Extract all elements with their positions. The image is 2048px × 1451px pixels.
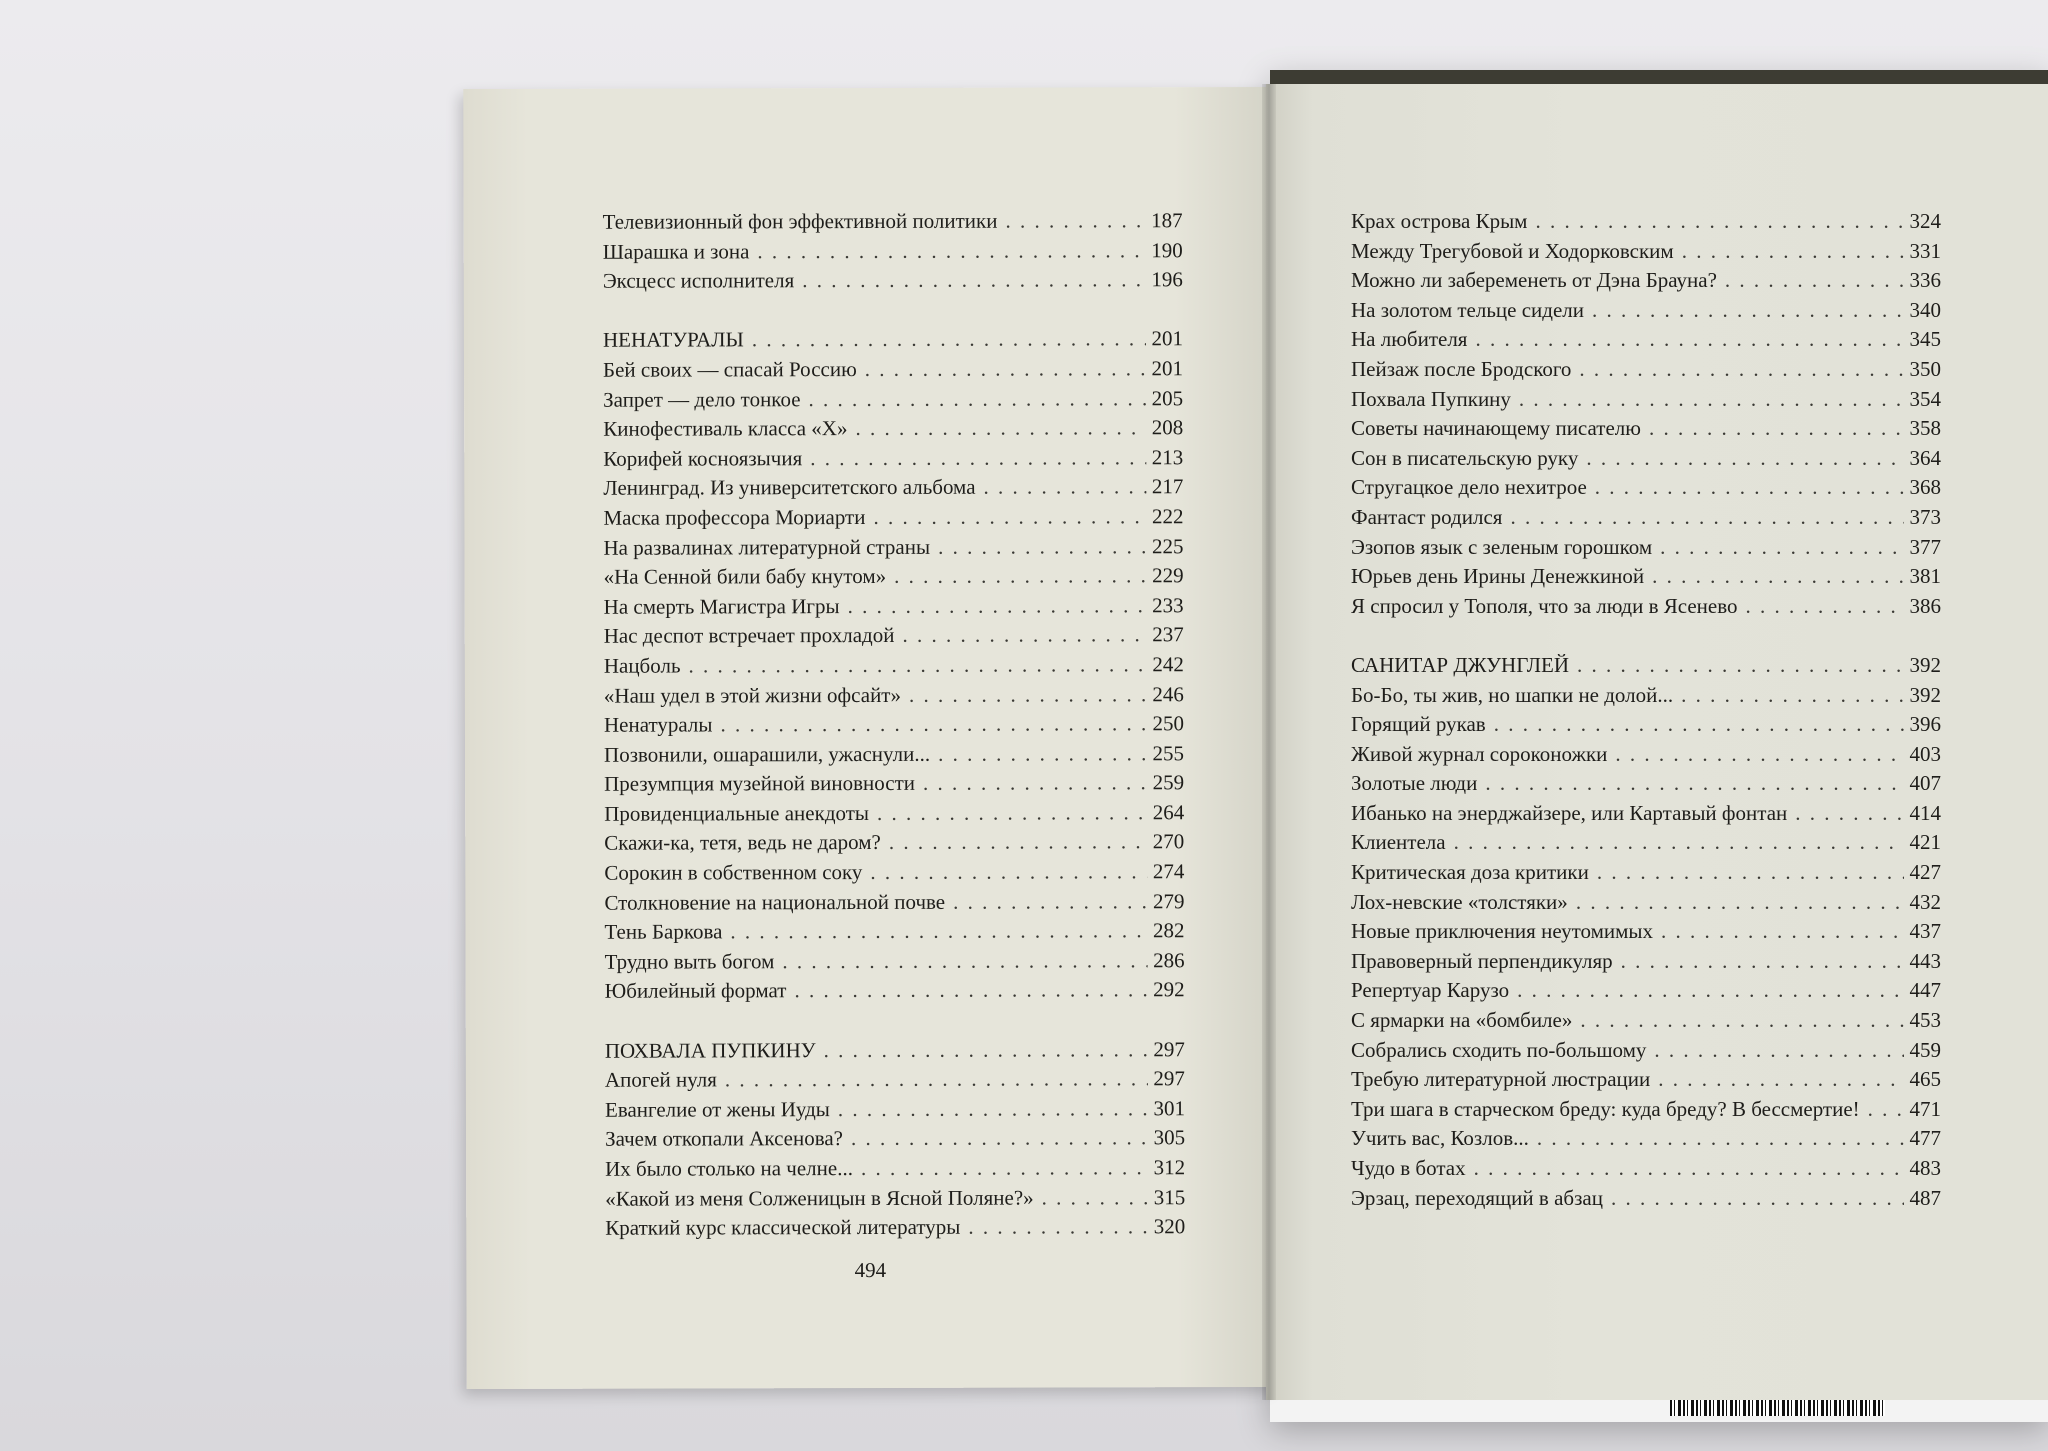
toc-dot-leader <box>1615 740 1903 770</box>
toc-section <box>1351 207 1941 621</box>
toc-entry-page: 453 <box>1909 1008 1941 1033</box>
toc-entry <box>603 532 1183 563</box>
toc-entry-page: 392 <box>1909 652 1941 677</box>
toc-entry-title: Клиентела <box>1351 830 1446 855</box>
toc-entry <box>604 561 1184 592</box>
toc-entry <box>1351 473 1941 503</box>
toc-entry <box>603 206 1183 237</box>
toc-entry-page: 292 <box>1153 977 1185 1002</box>
page-number: 494 <box>854 1257 887 1283</box>
toc-entry <box>604 591 1184 622</box>
toc-entry-page: 305 <box>1153 1125 1186 1150</box>
toc-entry-title: Трудно выть богом <box>604 949 775 974</box>
toc-entry <box>1351 533 1941 563</box>
toc-entry-page: 403 <box>1909 741 1941 766</box>
toc-entry <box>604 828 1184 859</box>
toc-dot-leader <box>1005 206 1145 236</box>
toc-entry-page: 187 <box>1151 208 1183 233</box>
toc-entry-page: 414 <box>1909 800 1941 825</box>
toc-entry-page: 286 <box>1153 948 1185 973</box>
toc-entry <box>605 976 1185 1007</box>
barcode <box>1670 1400 1885 1416</box>
toc-entry-page: 354 <box>1909 386 1941 411</box>
toc-entry-page: 270 <box>1152 829 1185 854</box>
toc-entry <box>603 413 1183 444</box>
toc-entry-page: 331 <box>1909 238 1941 263</box>
toc-entry-page: 364 <box>1909 445 1941 470</box>
toc-dot-leader <box>1454 828 1904 858</box>
toc-entry-title: Бо-Бо, ты жив, но шапки не долой... <box>1351 682 1674 707</box>
toc-entry <box>605 1094 1185 1125</box>
toc-entry-title: Шарашка и зона <box>602 238 750 264</box>
toc-entry-page: 483 <box>1909 1156 1941 1180</box>
table-of-contents-left <box>603 206 1186 1243</box>
toc-entry <box>1351 296 1941 326</box>
toc-dot-leader <box>1535 207 1903 237</box>
toc-entry <box>605 1124 1185 1155</box>
toc-entry-title: «Наш удел в этой жизни офсайт» <box>603 682 901 708</box>
toc-entry <box>604 887 1184 918</box>
toc-entry-page: 432 <box>1909 889 1941 914</box>
toc-entry-page: 259 <box>1152 770 1185 795</box>
toc-dot-leader <box>1595 473 1904 503</box>
toc-dot-leader <box>902 621 1146 651</box>
toc-entry-page: 208 <box>1151 415 1184 440</box>
toc-entry <box>1351 1006 1941 1036</box>
toc-entry <box>1351 1095 1941 1125</box>
toc-entry-page: 392 <box>1909 682 1941 707</box>
toc-entry <box>1351 444 1941 474</box>
toc-dot-leader <box>1475 325 1903 355</box>
toc-section <box>1351 651 1941 1213</box>
toc-entry-title: Фантаст родился <box>1351 504 1503 529</box>
toc-entry <box>604 739 1184 770</box>
book-gutter <box>1262 84 1276 1400</box>
toc-entry-page: 217 <box>1151 474 1184 499</box>
toc-entry-title: «Какой из меня Солженицын в Ясной Поляне?» <box>605 1185 1034 1211</box>
toc-entry-page: 407 <box>1909 771 1941 796</box>
toc-entry-page: 222 <box>1151 504 1184 529</box>
toc-section <box>603 206 1183 296</box>
toc-dot-leader <box>808 384 1145 414</box>
toc-dot-leader <box>1661 917 1903 947</box>
toc-dot-leader <box>894 561 1146 591</box>
toc-dot-leader <box>848 591 1147 621</box>
toc-dot-leader <box>1682 237 1904 267</box>
toc-entry-page: 340 <box>1909 297 1941 322</box>
toc-entry-title: Новые приключения неутомимых <box>1351 919 1654 944</box>
toc-entry <box>1351 562 1941 592</box>
toc-dot-leader <box>889 828 1147 858</box>
toc-entry <box>1351 947 1941 977</box>
toc-entry-title: Сорокин в собственном соку <box>604 860 863 885</box>
toc-entry-title: Кинофестиваль класса «Х» <box>603 416 848 441</box>
toc-entry-title: Советы начинающему писателю <box>1351 416 1641 441</box>
toc-dot-leader <box>720 709 1146 740</box>
toc-entry-page: 320 <box>1153 1214 1186 1239</box>
toc-dot-leader <box>877 798 1147 828</box>
toc-dot-leader <box>1519 385 1904 415</box>
toc-dot-leader <box>870 857 1147 887</box>
toc-entry-title: Я спросил у Тополя, что за люди в Ясенево <box>1351 593 1738 618</box>
toc-entry-title: На смерть Магистра Игры <box>603 593 840 619</box>
toc-entry-title: Корифей косноязычия <box>603 445 803 471</box>
toc-entry-page: 282 <box>1152 918 1185 943</box>
toc-entry-title: Собрались сходить по-большому <box>1351 1037 1647 1062</box>
toc-dot-leader <box>1474 1154 1904 1184</box>
toc-entry-page: 368 <box>1909 475 1941 500</box>
toc-entry-page: 477 <box>1909 1126 1941 1151</box>
toc-dot-leader <box>824 1035 1148 1065</box>
toc-entry-title: Стругацкое дело нехитрое <box>1351 475 1587 500</box>
toc-entry-title: Лох-невские «толстяки» <box>1351 889 1568 914</box>
toc-entry-title: Эрзац, переходящий в абзац <box>1351 1185 1603 1210</box>
toc-entry-title: САНИТАР ДЖУНГЛЕЙ <box>1351 652 1570 677</box>
toc-entry-title: Бей своих — спасай Россию <box>603 356 857 382</box>
toc-entry-title: Сон в писательскую руку <box>1351 445 1579 470</box>
toc-entry-page: 213 <box>1151 444 1184 470</box>
toc-entry-title: Чудо в ботах <box>1351 1156 1466 1180</box>
toc-entry-page: 190 <box>1151 237 1183 262</box>
toc-entry-page: 297 <box>1153 1036 1185 1061</box>
toc-entry <box>605 1153 1185 1184</box>
toc-dot-leader <box>725 1064 1148 1095</box>
toc-entry <box>1351 414 1941 444</box>
toc-entry-title: Ленинград. Из университетского альбома <box>603 475 976 501</box>
toc-dot-leader <box>851 1124 1148 1154</box>
toc-dot-leader <box>1868 1095 1904 1125</box>
toc-dot-leader <box>1658 1065 1903 1095</box>
left-page <box>463 87 1274 1389</box>
toc-entry <box>1351 1124 1941 1154</box>
toc-dot-leader <box>1537 1124 1904 1154</box>
toc-entry <box>605 1064 1185 1095</box>
toc-entry-page: 315 <box>1153 1184 1186 1209</box>
toc-entry <box>1351 1184 1941 1214</box>
toc-dot-leader <box>983 473 1145 503</box>
toc-dot-leader <box>855 413 1145 443</box>
toc-entry-page: 201 <box>1151 326 1183 351</box>
toc-entry <box>1351 976 1941 1006</box>
toc-entry-page: 229 <box>1152 563 1184 588</box>
toc-entry-page: 447 <box>1909 978 1941 1003</box>
toc-entry-title: Запрет — дело тонкое <box>603 386 801 412</box>
toc-entry-page: 246 <box>1152 681 1184 706</box>
toc-dot-leader <box>909 680 1146 710</box>
toc-entry-title: Нас деспот встречает прохладой <box>603 623 895 649</box>
toc-dot-leader <box>1517 976 1903 1006</box>
toc-entry-title: На золотом тельце сидели <box>1351 297 1585 322</box>
toc-entry <box>604 916 1184 947</box>
toc-entry-title: Их было столько на челне... <box>605 1156 853 1181</box>
toc-dot-leader <box>1577 651 1903 681</box>
toc-dot-leader <box>1660 533 1903 563</box>
toc-dot-leader <box>938 532 1146 562</box>
toc-entry <box>603 325 1183 356</box>
toc-entry-title: ПОХВАЛА ПУПКИНУ <box>604 1037 816 1063</box>
toc-entry-page: 350 <box>1909 356 1941 381</box>
toc-entry <box>603 502 1183 533</box>
toc-dot-leader <box>861 1153 1148 1183</box>
toc-entry <box>605 1035 1185 1066</box>
toc-entry-page: 396 <box>1909 712 1941 737</box>
toc-entry-title: Горящий рукав <box>1351 712 1486 737</box>
toc-section <box>603 325 1185 1007</box>
toc-entry <box>604 857 1184 888</box>
toc-entry <box>604 709 1184 740</box>
toc-entry-page: 465 <box>1909 1067 1941 1092</box>
toc-entry-title: Можно ли забеременеть от Дэна Брауна? <box>1351 268 1717 293</box>
toc-entry-title: Юрьев день Ирины Денежкиной <box>1351 564 1645 589</box>
toc-entry <box>603 384 1183 415</box>
toc-entry-page: 255 <box>1152 740 1185 765</box>
toc-entry-title: Зачем откопали Аксенова? <box>605 1126 844 1152</box>
toc-entry-title: Евангелие от жены Иуды <box>604 1096 830 1122</box>
toc-dot-leader <box>688 650 1146 681</box>
toc-entry <box>1351 1065 1941 1095</box>
toc-dot-leader <box>752 325 1146 356</box>
toc-entry <box>1351 651 1941 681</box>
toc-entry-title: Крах острова Крым <box>1351 209 1528 233</box>
toc-entry-page: 358 <box>1909 416 1941 441</box>
toc-entry <box>1351 592 1941 622</box>
toc-entry-title: Апогей нуля <box>604 1067 717 1092</box>
right-page <box>1266 84 2048 1400</box>
toc-entry-page: 471 <box>1909 1096 1941 1121</box>
toc-entry-page: 427 <box>1909 860 1941 885</box>
toc-entry-title: Критическая доза критики <box>1351 860 1589 885</box>
toc-dot-leader <box>838 1094 1148 1124</box>
toc-entry-title: Краткий курс классической литературы <box>605 1214 961 1240</box>
toc-entry <box>1351 1154 1941 1184</box>
toc-dot-leader <box>1649 414 1904 444</box>
toc-entry <box>603 473 1183 504</box>
toc-entry <box>1351 503 1941 533</box>
toc-entry-title: Пейзаж после Бродского <box>1351 356 1572 381</box>
toc-entry-page: 324 <box>1909 209 1941 233</box>
toc-entry <box>604 798 1184 829</box>
toc-entry <box>603 443 1183 474</box>
toc-dot-leader <box>923 769 1147 799</box>
toc-entry-title: Эзопов язык с зеленым горошком <box>1351 534 1653 559</box>
toc-entry-page: 381 <box>1909 564 1941 589</box>
toc-entry-page: 297 <box>1153 1066 1185 1091</box>
toc-entry <box>1351 237 1941 267</box>
toc-section <box>605 1035 1186 1244</box>
toc-entry-page: 274 <box>1152 859 1185 884</box>
toc-dot-leader <box>1611 1184 1904 1214</box>
toc-entry-title: Правоверный перпендикуляр <box>1351 948 1613 973</box>
toc-entry <box>1351 266 1941 296</box>
toc-entry-title: На любителя <box>1351 327 1468 352</box>
toc-entry-page: 250 <box>1152 711 1184 736</box>
toc-dot-leader <box>1745 592 1903 622</box>
toc-entry-title: Ненатуралы <box>603 712 713 737</box>
toc-entry-title: НЕНАТУРАЛЫ <box>602 327 744 353</box>
toc-entry-page: 301 <box>1153 1095 1186 1121</box>
toc-entry-title: Ибанько на энерджайзере, или Картавый фонтан <box>1351 800 1788 825</box>
toc-dot-leader <box>873 502 1146 532</box>
toc-entry <box>605 946 1185 977</box>
toc-entry-page: 487 <box>1909 1185 1941 1210</box>
toc-entry <box>1351 710 1941 740</box>
toc-entry-title: На развалинах литературной страны <box>603 534 931 560</box>
toc-dot-leader <box>1652 562 1903 592</box>
toc-entry-title: Золотые люди <box>1351 771 1478 796</box>
toc-entry <box>604 680 1184 711</box>
toc-entry-page: 225 <box>1151 533 1184 558</box>
toc-entry-page: 443 <box>1909 948 1941 973</box>
toc-entry-page: 242 <box>1152 652 1184 677</box>
toc-entry <box>1351 917 1941 947</box>
toc-entry <box>1351 355 1941 385</box>
toc-entry-title: Позвонили, ошарашили, ужаснули... <box>604 741 931 767</box>
toc-entry-page: 237 <box>1152 622 1184 647</box>
toc-entry-title: Тень Баркова <box>604 919 723 944</box>
toc-entry <box>1351 858 1941 888</box>
toc-entry <box>1351 385 1941 415</box>
toc-dot-leader <box>1725 266 1904 296</box>
toc-entry-page: 459 <box>1909 1037 1941 1062</box>
toc-dot-leader <box>1579 355 1903 385</box>
toc-entry-page: 312 <box>1153 1155 1186 1180</box>
toc-entry <box>603 265 1183 296</box>
toc-entry-title: С ярмарки на «бомбиле» <box>1351 1008 1573 1033</box>
toc-entry <box>605 1183 1185 1214</box>
toc-entry-title: Телевизионный фон эффективной политики <box>602 208 998 234</box>
toc-dot-leader <box>865 354 1146 384</box>
toc-dot-leader <box>1580 1006 1903 1036</box>
toc-dot-leader <box>1597 858 1904 888</box>
toc-entry-title: «На Сенной били бабу кнутом» <box>603 564 887 589</box>
toc-entry <box>1351 1036 1941 1066</box>
table-of-contents-right <box>1351 207 1941 1213</box>
toc-dot-leader <box>757 236 1145 267</box>
toc-dot-leader <box>810 443 1146 473</box>
toc-entry-title: Учить вас, Козлов... <box>1351 1126 1529 1151</box>
toc-entry-title: Репертуар Карузо <box>1351 978 1510 1003</box>
toc-entry-title: Скажи-ка, тетя, ведь не даром? <box>604 830 881 856</box>
toc-entry-page: 377 <box>1909 534 1941 559</box>
toc-entry-title: Презумпция музейной виновности <box>604 771 916 796</box>
toc-dot-leader <box>1795 799 1903 829</box>
toc-entry <box>1351 888 1941 918</box>
toc-dot-leader <box>1494 710 1904 740</box>
toc-entry <box>603 354 1183 385</box>
toc-entry-title: Требую литературной люстрации <box>1351 1067 1651 1092</box>
toc-dot-leader <box>1586 444 1903 474</box>
toc-entry <box>1351 740 1941 770</box>
toc-entry-page: 205 <box>1151 385 1184 410</box>
toc-entry <box>1351 325 1941 355</box>
toc-entry <box>604 768 1184 799</box>
toc-entry-title: Маска профессора Мориарти <box>603 504 866 530</box>
toc-entry-page: 233 <box>1152 592 1184 617</box>
toc-dot-leader <box>1042 1183 1148 1213</box>
toc-dot-leader <box>953 887 1147 917</box>
toc-entry-title: Столкновение на национальной почве <box>604 889 946 915</box>
toc-entry <box>604 650 1184 681</box>
toc-dot-leader <box>802 265 1145 295</box>
toc-entry-page: 345 <box>1909 327 1941 352</box>
toc-entry-title: Юбилейный формат <box>604 978 787 1004</box>
toc-dot-leader <box>1654 1036 1903 1066</box>
toc-entry-title: Между Трегубовой и Ходорковским <box>1351 238 1674 263</box>
toc-entry <box>605 1212 1185 1243</box>
toc-entry <box>1351 799 1941 829</box>
toc-entry <box>1351 828 1941 858</box>
toc-entry-page: 336 <box>1909 268 1941 293</box>
toc-entry-page: 279 <box>1152 888 1185 913</box>
toc-entry-page: 264 <box>1152 800 1185 825</box>
toc-dot-leader <box>794 976 1147 1007</box>
toc-entry <box>1351 681 1941 711</box>
toc-dot-leader <box>730 917 1147 948</box>
toc-dot-leader <box>1592 296 1903 326</box>
toc-dot-leader <box>1621 947 1904 977</box>
toc-entry-title: Три шага в старческом бреду: куда бреду? В бессмертие! <box>1351 1096 1860 1121</box>
toc-dot-leader <box>1681 681 1903 711</box>
toc-entry-title: Нацболь <box>603 653 681 678</box>
toc-entry-page: 373 <box>1909 504 1941 529</box>
toc-entry-title: Провиденциальные анекдоты <box>604 800 870 826</box>
toc-dot-leader <box>1510 503 1903 533</box>
toc-entry-page: 421 <box>1909 830 1941 855</box>
toc-dot-leader <box>1485 769 1903 799</box>
toc-entry <box>603 236 1183 267</box>
toc-entry <box>1351 769 1941 799</box>
toc-dot-leader <box>782 946 1147 977</box>
toc-entry <box>1351 207 1941 237</box>
toc-dot-leader <box>938 739 1147 769</box>
toc-entry-page: 196 <box>1151 267 1183 292</box>
toc-entry-title: Похвала Пупкину <box>1351 386 1511 411</box>
toc-entry-page: 201 <box>1151 356 1184 381</box>
toc-entry-page: 437 <box>1909 919 1941 944</box>
toc-entry-title: Эксцесс исполнителя <box>602 268 795 293</box>
toc-entry <box>604 620 1184 651</box>
toc-dot-leader <box>1576 888 1904 918</box>
toc-entry-page: 386 <box>1909 593 1941 618</box>
toc-dot-leader <box>968 1212 1147 1242</box>
toc-entry-title: Живой журнал сороконожки <box>1351 741 1608 766</box>
